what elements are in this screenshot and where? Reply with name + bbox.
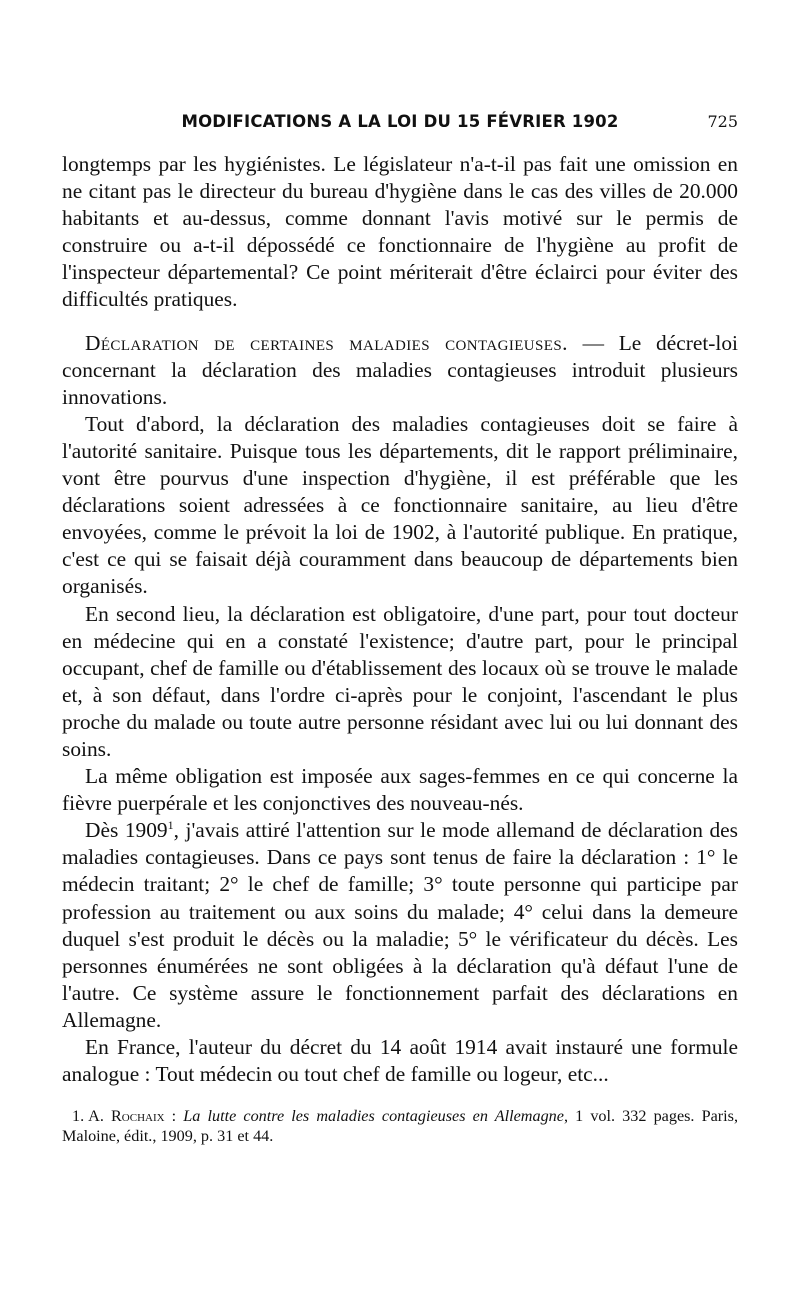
paragraph-lead: Dès 1909 [85, 818, 168, 843]
footnote-title: La lutte contre les maladies contagieuses en Allemagne [183, 1107, 564, 1126]
footnote-author: A. Rochaix [88, 1107, 165, 1126]
body-text [62, 151, 738, 1088]
footnote-text [62, 1107, 738, 1146]
section-paragraph-declaration [62, 330, 738, 411]
footnote-reference: 1 [167, 818, 174, 833]
running-title: MODIFICATIONS A LA LOI DU 15 FÉVRIER 1902 [181, 112, 619, 131]
section-heading: Déclaration de certaines maladies contagieuses. [85, 330, 568, 355]
page-number: 725 [707, 112, 738, 131]
paragraph-autorite-sanitaire: Tout d'abord, la déclaration des maladies contagieuses doit se faire à l'autorité sanitaire. Puisque tous les départements, dit le rapport préliminaire, vont être pourvus d'une inspection d'hygiène, il est préférable que les déclarations soient adressées à ce fonctionnaire sanitaire, au lieu d'être envoyées, comme le prévoit la loi de 1902, à l'autorité publique. En pratique, c'est ce qui se faisait déjà couramment dans beaucoup de départements bien organisés. [62, 411, 738, 599]
section-intro-text: — Le décret-loi concernant la déclaration des maladies contagieuses introduit plusieurs innovations. [62, 330, 739, 409]
paragraph-mode-allemand [62, 817, 738, 1034]
book-page [62, 112, 738, 1146]
footnote-separator: : [164, 1107, 184, 1126]
paragraph-sages-femmes: La même obligation est imposée aux sages-femmes en ce qui concerne la fièvre puerpérale et les conjonctives des nouveau-nés. [62, 764, 738, 816]
footnote-details: , 1 vol. 332 pages. Paris, Maloine, édit., 1909, p. 31 et 44. [62, 1107, 739, 1145]
paragraph-continuation: longtemps par les hygiénistes. Le législateur n'a-t-il pas fait une omission en ne citant pas le directeur du bureau d'hygiène dans le cas des villes de 20.000 habitants et au-dessus, comme donnant l'avis motivé sur le permis de construire ou a-t-il dépossédé ce fonctionnaire de l'hygiène au profit de l'inspecteur départemental? Ce point mériterait d'être éclairci pour éviter des difficultés pratiques. [62, 152, 738, 312]
footnote-number: 1. [72, 1107, 85, 1126]
paragraph-france: En France, l'auteur du décret du 14 août 1914 avait instauré une formule analogue : Tout médecin ou tout chef de famille ou logeur, etc... [62, 1035, 738, 1087]
running-header [62, 112, 738, 138]
paragraph-continuation-text: , j'avais attiré l'attention sur le mode allemand de déclaration des maladies contagieuses. Dans ce pays sont tenus de faire la déclaration : 1° le médecin traitant; 2° le chef de famille; 3° toute personne qui participe par profession au traitement ou aux soins du malade; 4° celui dans la demeure duquel s'est produit le décès ou la maladie; 5° le vérificateur du décès. Les personnes énumérées ne sont obligées à la déclaration qu'à défaut l'une de l'autre. Ce système assure le fonctionnement parfait des déclarations en Allemagne. [62, 818, 738, 1032]
footnote [62, 1107, 738, 1146]
paragraph-obligation: En second lieu, la déclaration est obligatoire, d'une part, pour tout docteur en médecine qui en a constaté l'existence; d'autre part, pour le principal occupant, chef de famille ou d'établissement des locaux où se trouve le malade et, à son défaut, dans l'ordre ci-après pour le conjoint, l'ascendant le plus proche du malade ou toute autre personne résidant avec lui ou lui donnant des soins. [62, 601, 738, 761]
